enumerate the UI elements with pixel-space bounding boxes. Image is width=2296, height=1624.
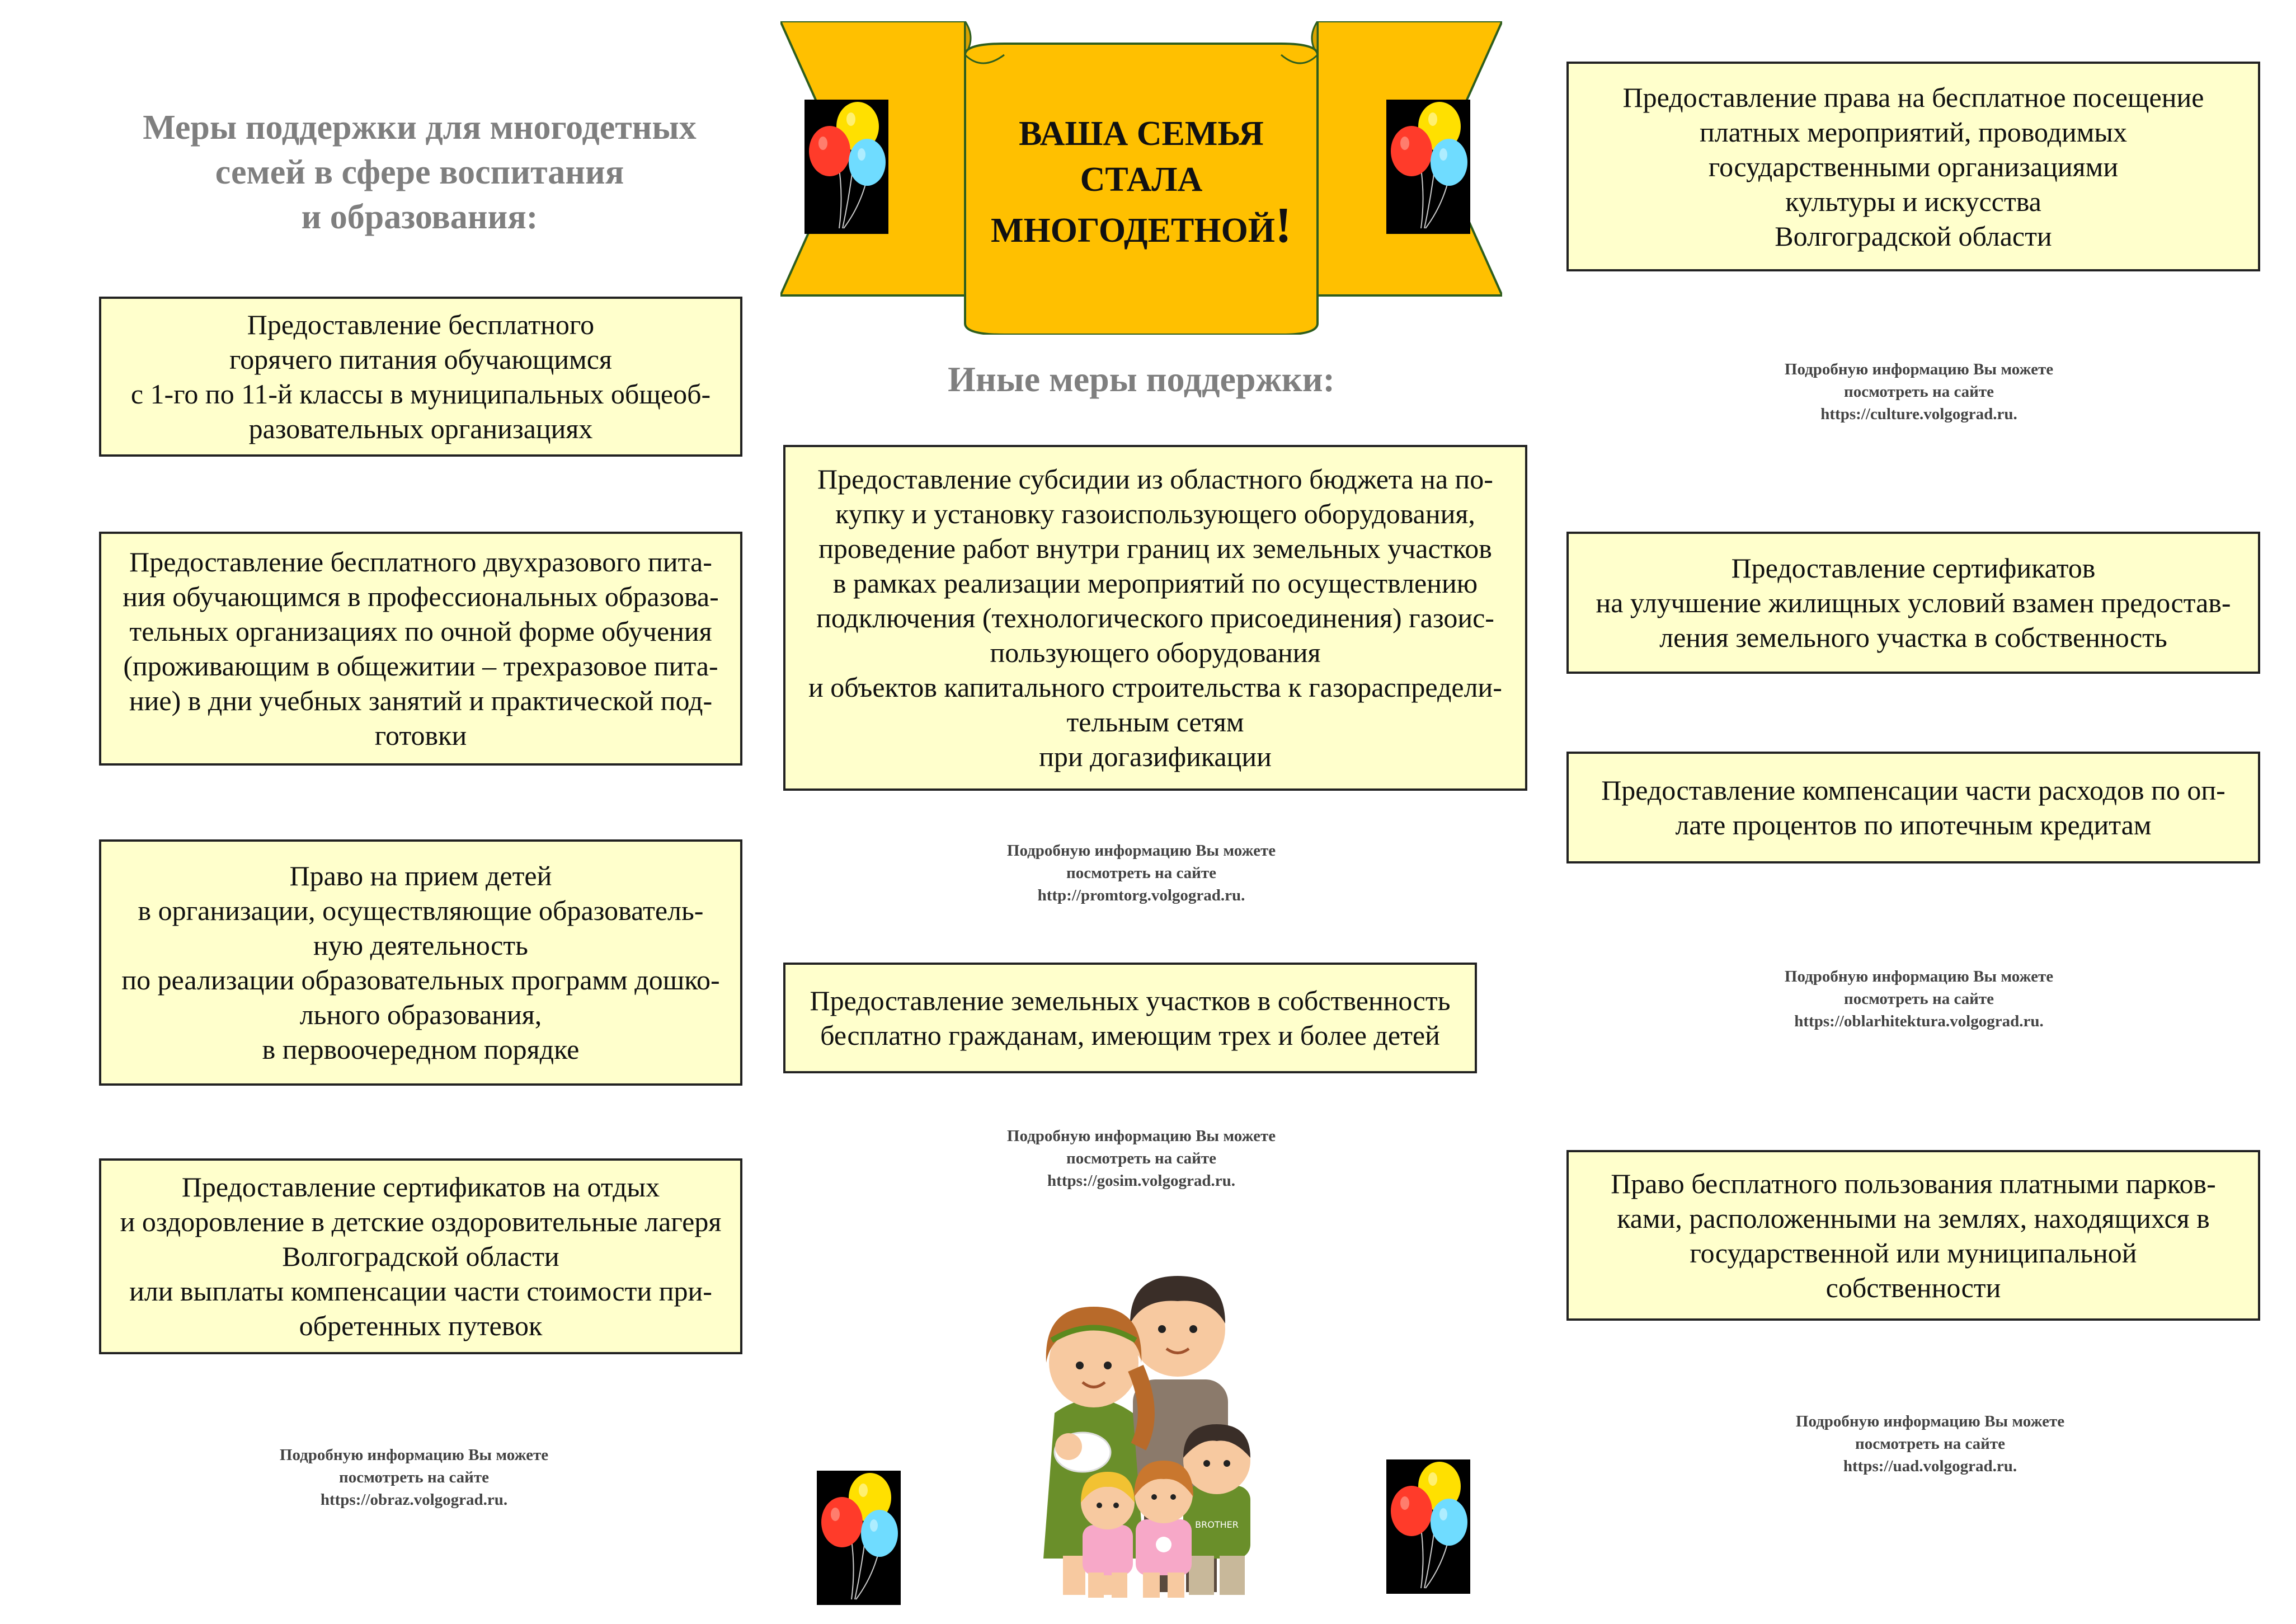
right-info-oblarhitektura: [1706, 965, 2132, 1032]
right-box-mortgage-compensation: Предоставление компенсации части расходов по оп- лате процентов по ипотечным кредитам: [1566, 752, 2260, 863]
left-box-camp-certificates: Предоставление сертификатов на отдых и оздоровление в детские оздоровительные лагеря Волгоградской области или выплаты компенсации части стоимости при- обретенных путевок: [99, 1158, 742, 1354]
left-box-two-meals: Предоставление бесплатного двухразового пита- ния обучающимся в профессиональных образова- тельных организациях по очной форме обучения (проживающим в общежитии – трехразовое пита- ние) в дни учебных занятий и практической под- готовки: [99, 532, 742, 766]
info-text: посмотреть на сайте: [1066, 1149, 1216, 1167]
left-box-preschool: Право на прием детей в организации, осуществляющие образователь- ную деятельность по реализации образовательных программ дошко- льного образования, в первоочередном порядке: [99, 839, 742, 1086]
balloons-icon: [817, 1471, 901, 1605]
right-box-housing-certificates: Предоставление сертификатов на улучшение жилищных условий взамен предостав- ления земельного участка в собственность: [1566, 532, 2260, 674]
left-heading: Меры поддержки для многодетных семей в сфере воспитания и образования:: [143, 109, 697, 236]
banner-line: СТАЛА: [1080, 161, 1203, 199]
center-info-promtorg: [929, 839, 1354, 907]
info-text: Подробную информацию Вы можете: [1784, 360, 2054, 378]
balloons-icon: [1386, 100, 1470, 234]
info-link[interactable]: https://gosim.volgograd.ru.: [1047, 1172, 1235, 1190]
info-link[interactable]: https://uad.volgograd.ru.: [1843, 1457, 2017, 1475]
right-box-culture: Предоставление права на бесплатное посещение платных мероприятий, проводимых государственными организациями культуры и искусства Волгоградской области: [1566, 62, 2260, 271]
center-box-land-plots: Предоставление земельных участков в собственность бесплатно гражданам, имеющим трех и более детей: [783, 963, 1477, 1073]
center-info-gosim: [929, 1125, 1354, 1192]
info-text: посмотреть на сайте: [1855, 1435, 2005, 1453]
family-illustration: [1010, 1245, 1290, 1603]
balloons-icon: [1386, 1459, 1470, 1594]
info-text: посмотреть на сайте: [1843, 383, 1994, 401]
svg-text:BROTHER: BROTHER: [1195, 1519, 1239, 1530]
info-link[interactable]: http://promtorg.volgograd.ru.: [1037, 886, 1245, 904]
right-info-uad: [1718, 1410, 2143, 1477]
balloons-icon: [804, 100, 888, 234]
info-text: Подробную информацию Вы можете: [1784, 968, 2054, 985]
right-info-culture: [1706, 358, 2132, 425]
info-link[interactable]: https://obraz.volgograd.ru.: [320, 1491, 508, 1509]
info-text: Подробную информацию Вы можете: [1006, 1127, 1276, 1145]
info-link[interactable]: https://oblarhitektura.volgograd.ru.: [1794, 1012, 2044, 1030]
center-heading: Иные меры поддержки:: [948, 359, 1335, 399]
info-text: Подробную информацию Вы можете: [1006, 842, 1276, 860]
info-link[interactable]: https://culture.volgograd.ru.: [1820, 405, 2017, 423]
info-text: Подробную информацию Вы можете: [1795, 1412, 2065, 1430]
banner-title: [965, 111, 1318, 254]
info-text: посмотреть на сайте: [1843, 990, 1994, 1008]
center-box-gas-subsidy: Предоставление субсидии из областного бюджета на по- купку и установку газоиспользующего оборудования, проведение работ внутри границ их земельных участков в рамках реализации мероприятий по осуществлению подключения (технологического присоединения) газоис- пользующего оборудования и объектов капитального строительства к газораспредели- тельным сетям при догазификации: [783, 445, 1527, 791]
left-info: [213, 1444, 615, 1511]
info-text: посмотреть на сайте: [1066, 864, 1216, 882]
banner-line: МНОГОДЕТНОЙ!: [990, 198, 1292, 253]
right-box-parking: Право бесплатного пользования платными парков- ками, расположенными на землях, находящихся в государственной или муниципальной собственности: [1566, 1150, 2260, 1321]
info-text: посмотреть на сайте: [338, 1468, 489, 1486]
info-text: Подробную информацию Вы можете: [279, 1446, 549, 1464]
left-box-hot-meals: Предоставление бесплатного горячего питания обучающимся с 1-го по 11-й классы в муниципальных общеоб- разовательных организациях: [99, 297, 742, 457]
banner-line: ВАША СЕМЬЯ: [1019, 115, 1264, 153]
